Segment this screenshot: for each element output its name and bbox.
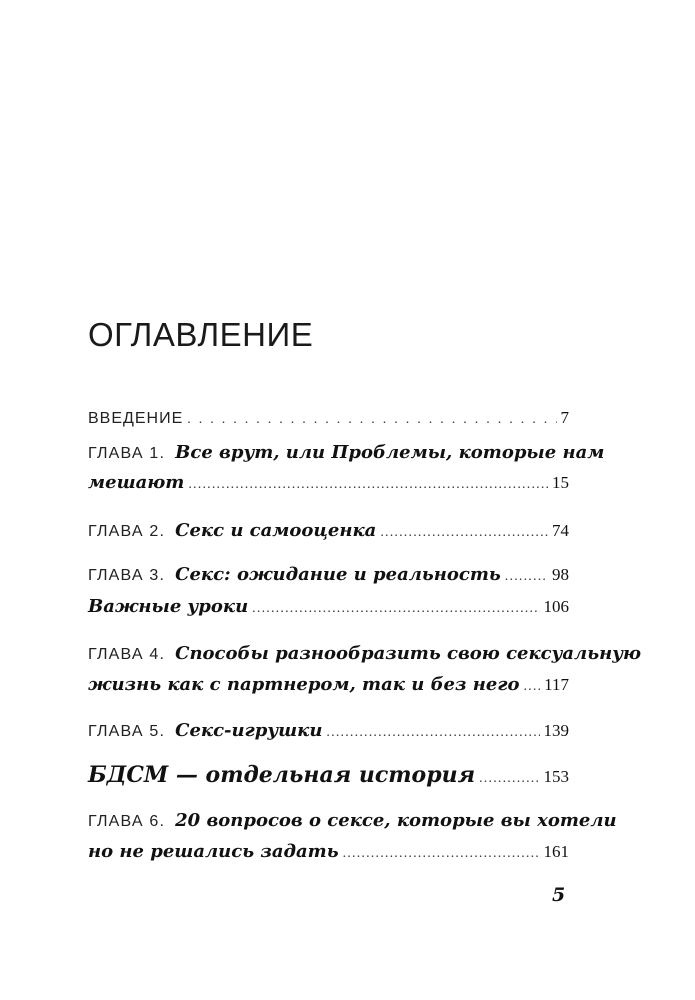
- dot-leader: [188, 478, 548, 492]
- toc-entry-chapter-6[interactable]: [88, 810, 617, 831]
- section-title: БДСМ — отдельная история: [88, 762, 476, 788]
- toc-page-number: 98: [552, 565, 569, 584]
- section-title: Важные уроки: [88, 596, 249, 617]
- toc-page-number: 139: [543, 721, 569, 740]
- chapter-label: ГЛАВА 5.: [88, 723, 166, 740]
- toc-entry-chapter-3[interactable]: [88, 566, 569, 584]
- toc-entry-important-lessons[interactable]: [88, 598, 569, 616]
- chapter-title: Все врут, или Проблемы, которые нам: [175, 442, 605, 463]
- toc-page-number: 15: [552, 473, 569, 492]
- chapter-label: ГЛАВА 2.: [88, 523, 166, 540]
- toc-entry-chapter-4[interactable]: [88, 643, 642, 664]
- chapter-label: ГЛАВА 6.: [88, 813, 166, 830]
- toc-entry-introduction[interactable]: [88, 409, 569, 427]
- chapter-title: Секс: ожидание и реальность: [175, 564, 501, 585]
- dot-leader: [505, 570, 548, 584]
- chapter-title-continued: но не решались задать: [88, 841, 339, 862]
- toc-page-number: 153: [543, 767, 569, 786]
- toc-entry-chapter-6-continued[interactable]: [88, 843, 569, 861]
- chapter-label: ГЛАВА 3.: [88, 567, 166, 584]
- toc-page-number: 161: [543, 842, 569, 861]
- toc-entry-label: ВВЕДЕНИЕ: [88, 410, 184, 427]
- dot-leader: [380, 526, 548, 540]
- dot-leader: [187, 413, 556, 427]
- chapter-label: ГЛАВА 1.: [88, 445, 166, 462]
- toc-page-number: 117: [544, 675, 569, 694]
- toc-entry-chapter-1[interactable]: [88, 442, 605, 463]
- chapter-title-continued: жизнь как с партнером, так и без него: [88, 674, 520, 695]
- chapter-title: 20 вопросов о сексе, которые вы хотели: [175, 810, 617, 831]
- toc-page-number: 74: [552, 521, 569, 540]
- dot-leader: [523, 680, 540, 694]
- toc-entry-chapter-2[interactable]: [88, 522, 569, 540]
- chapter-title: Секс-игрушки: [175, 720, 323, 741]
- folio-page-number: 5: [552, 884, 566, 906]
- toc-entry-chapter-4-continued[interactable]: [88, 676, 569, 694]
- page-title: ОГЛАВЛЕНИЕ: [88, 316, 314, 353]
- toc-entry-chapter-1-continued[interactable]: [88, 474, 569, 492]
- dot-leader: [326, 726, 539, 740]
- toc-entry-bdsm[interactable]: [88, 764, 569, 786]
- dot-leader: [252, 602, 539, 616]
- chapter-label: ГЛАВА 4.: [88, 646, 166, 663]
- dot-leader: [343, 847, 540, 861]
- chapter-title-continued: мешают: [88, 472, 185, 493]
- chapter-title: Способы разнообразить свою сексуальную: [175, 643, 642, 664]
- chapter-title: Секс и самооценка: [175, 520, 377, 541]
- toc-entry-chapter-5[interactable]: [88, 722, 569, 740]
- toc-page-number: 7: [560, 408, 569, 427]
- toc-page-number: 106: [543, 597, 569, 616]
- dot-leader: [479, 772, 539, 786]
